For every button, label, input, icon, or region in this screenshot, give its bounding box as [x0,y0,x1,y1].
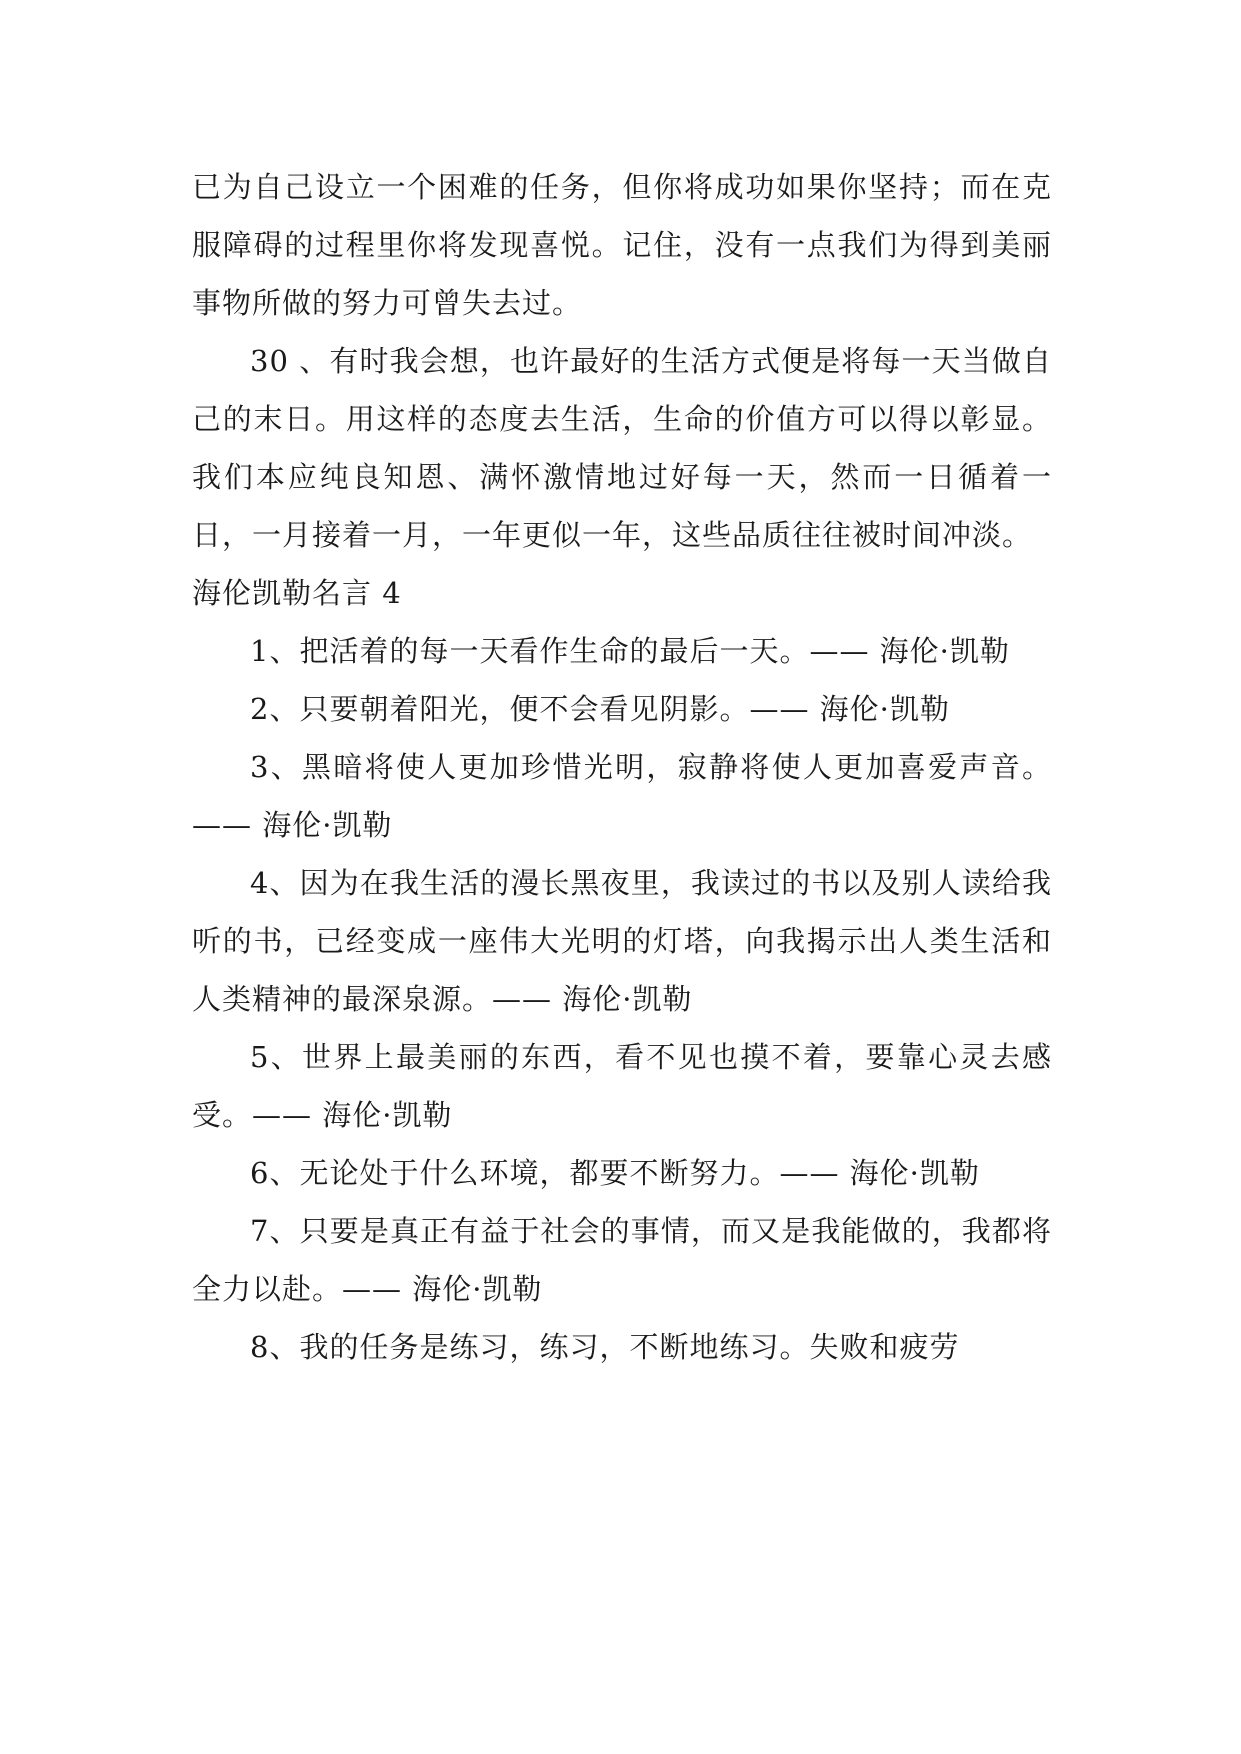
quote-item-8: 8、我的任务是练习，练习，不断地练习。失败和疲劳 [250,1330,960,1364]
quote-item-4: 4、因为在我生活的漫长黑夜里，我读过的书以及别人读给我听的书，已经变成一座伟大光明的灯塔，向我揭示出人类生活和人类精神的最深泉源。—— 海伦·凯勒 [192,866,1052,1016]
quote-item-5: 5、世界上最美丽的东西，看不见也摸不着，要靠心灵去感受。—— 海伦·凯勒 [192,1040,1052,1132]
paragraph-continuation: 已为自己设立一个困难的任务，但你将成功如果你坚持；而在克服障碍的过程里你将发现喜悦。记住，没有一点我们为得到美丽事物所做的努力可曾失去过。 [192,170,1052,320]
document-body [192,158,1052,1376]
quote-item-30: 30 、有时我会想，也许最好的生活方式便是将每一天当做自己的末日。用这样的态度去生活，生命的价值方可以得以彰显。我们本应纯良知恩、满怀激情地过好每一天，然而一日循着一日，一月接着一月，一年更似一年，这些品质往往被时间冲淡。 [192,344,1052,552]
quote-item-7: 7、只要是真正有益于社会的事情，而又是我能做的，我都将全力以赴。—— 海伦·凯勒 [192,1214,1052,1306]
quote-item-6: 6、无论处于什么环境，都要不断努力。—— 海伦·凯勒 [250,1156,980,1190]
section-heading: 海伦凯勒名言 4 [192,576,402,610]
quote-item-1: 1、把活着的每一天看作生命的最后一天。—— 海伦·凯勒 [250,634,1010,668]
quote-item-2: 2、只要朝着阳光，便不会看见阴影。—— 海伦·凯勒 [250,692,950,726]
quote-item-3: 3、黑暗将使人更加珍惜光明，寂静将使人更加喜爱声音。—— 海伦·凯勒 [192,750,1052,842]
